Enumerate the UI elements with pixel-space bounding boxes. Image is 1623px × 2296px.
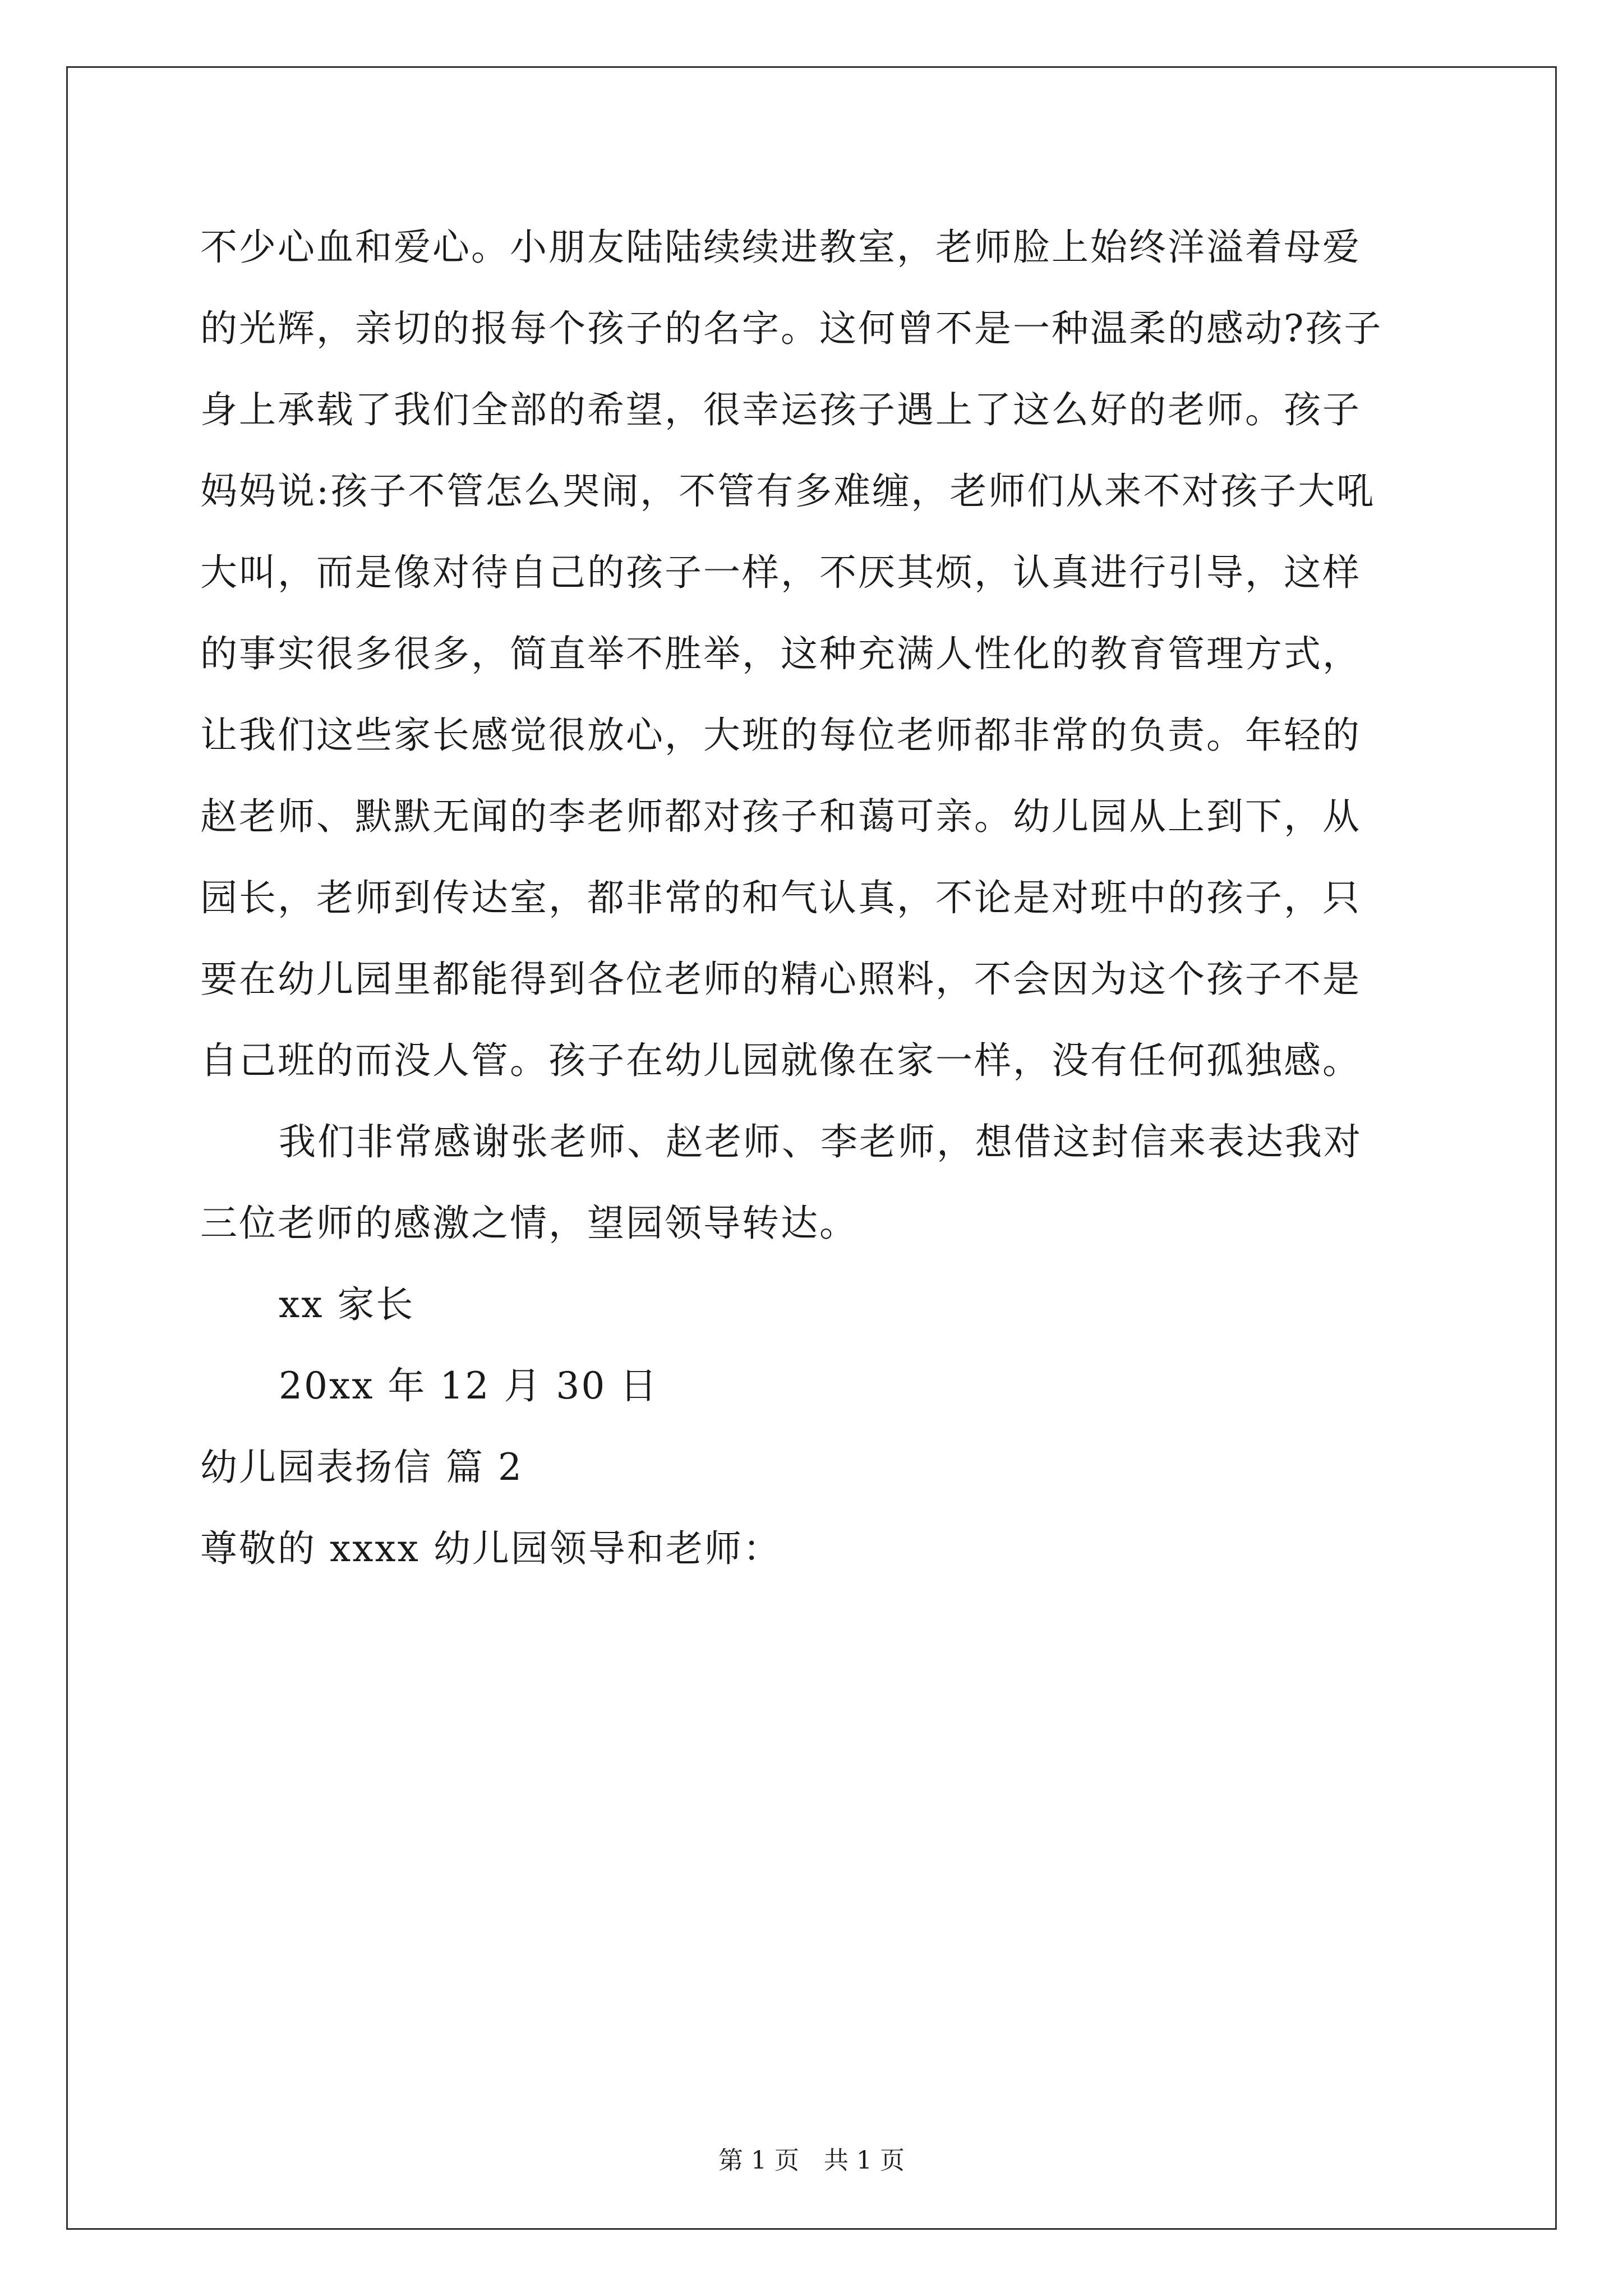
paragraph-line: 我们非常感谢张老师、赵老师、李老师，想借这封信来表达我对 bbox=[279, 1120, 1362, 1163]
paragraph-line: 自己班的而没人管。孩子在幼儿园就像在家一样，没有任何孤独感。 bbox=[200, 1039, 1361, 1082]
section-heading: 幼儿园表扬信 篇 2 bbox=[200, 1446, 523, 1489]
paragraph-line: 身上承载了我们全部的希望，很幸运孩子遇上了这么好的老师。孩子 bbox=[200, 388, 1361, 431]
paragraph-line: 不少心血和爱心。小朋友陆陆续续进教室，老师脸上始终洋溢着母爱 bbox=[200, 226, 1361, 269]
salutation: 尊敬的 xxxx 幼儿园领导和老师： bbox=[200, 1527, 782, 1570]
paragraph-line: 的光辉，亲切的报每个孩子的名字。这何曾不是一种温柔的感动?孩子 bbox=[200, 307, 1383, 350]
paragraph-line: 妈妈说:孩子不管怎么哭闹，不管有多难缠，老师们从来不对孩子大吼 bbox=[200, 470, 1376, 513]
signature-name: xx 家长 bbox=[279, 1283, 415, 1326]
paragraph-line: 大叫，而是像对待自己的孩子一样，不厌其烦，认真进行引导，这样 bbox=[200, 551, 1361, 594]
signature-date: 20xx 年 12 月 30 日 bbox=[279, 1364, 659, 1407]
paragraph-line: 园长，老师到传达室，都非常的和气认真，不论是对班中的孩子，只 bbox=[200, 876, 1361, 919]
paragraph-line: 的事实很多很多，简直举不胜举，这种充满人性化的教育管理方式， bbox=[200, 632, 1361, 675]
paragraph-line: 三位老师的感激之情，望园领导转达。 bbox=[200, 1202, 858, 1245]
paragraph-line: 要在幼儿园里都能得到各位老师的精心照料，不会因为这个孩子不是 bbox=[200, 958, 1361, 1001]
paragraph-line: 让我们这些家长感觉很放心，大班的每位老师都非常的负责。年轻的 bbox=[200, 714, 1361, 757]
paragraph-line: 赵老师、默默无闻的李老师都对孩子和蔼可亲。幼儿园从上到下，从 bbox=[200, 795, 1361, 838]
page-footer: 第 1 页 共 1 页 bbox=[718, 2146, 905, 2175]
